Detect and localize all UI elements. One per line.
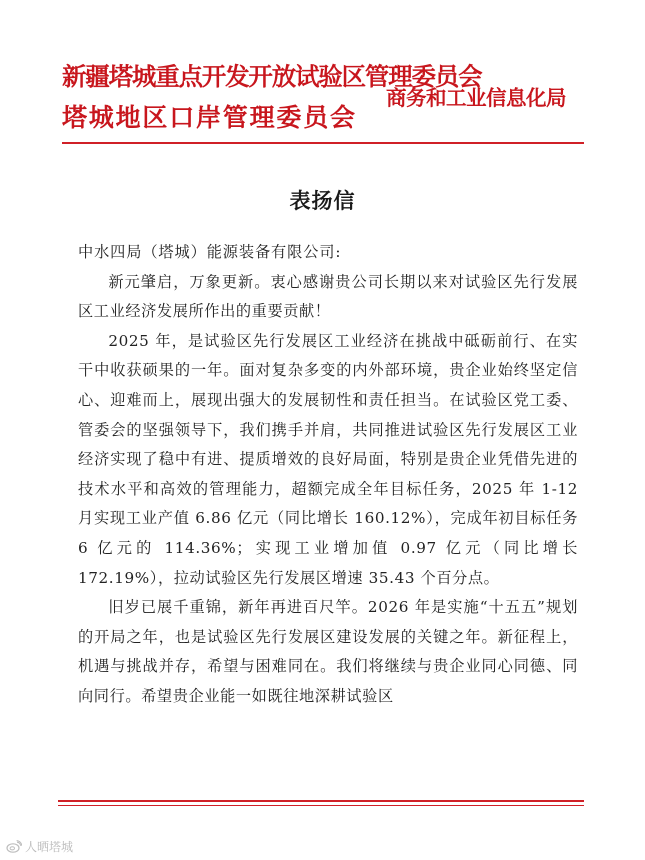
- letterhead: [62, 58, 592, 142]
- letter-body: [78, 238, 578, 712]
- footer-divider-thin: [58, 805, 584, 806]
- letterhead-divider: [62, 142, 584, 144]
- salutation: 中水四局（塔城）能源装备有限公司:: [78, 243, 342, 261]
- weibo-logo-icon: [6, 840, 22, 853]
- watermark: [6, 838, 73, 855]
- paragraph-1: 新元肇启，万象更新。衷心感谢贵公司长期以来对试验区先行发展区工业经济发展所作出的重要贡献！: [78, 272, 578, 321]
- footer-divider-thick: [58, 800, 584, 802]
- paragraph-3: 旧岁已展千重锦，新年再进百尺竿。2026 年是实施“十五五”规划的开局之年，也是试验区先行发展区建设发展的关键之年。新征程上，机遇与挑战并存，希望与困难同在。我们将继续与贵企业同心同德、同向同行。希望贵企业能一如既往地深耕试验区: [78, 598, 578, 705]
- document-title: 表扬信: [289, 188, 356, 213]
- watermark-text: 人晒塔城: [25, 840, 74, 854]
- letterhead-org-line-2: 塔城地区口岸管理委员会: [62, 103, 357, 132]
- paragraph-2: 2025 年，是试验区先行发展区工业经济在挑战中砥砺前行、在实干中收获硕果的一年。面对复杂多变的内外部环境，贵企业始终坚定信心、迎难而上，展现出强大的发展韧性和责任担当。在试验区党工委、管委会的坚强领导下，我们携手并肩，共同推进试验区先行发展区工业经济实现了稳中有进、提质增效的良好局面，特别是贵企业凭借先进的技术水平和高效的管理能力，超额完成全年目标任务，2025 年 1-12 月实现工业产值 6.86 亿元（同比增长 160.12%），完成年初目标任务 6 亿元的 114.36%；实现工业增加值 0.97 亿元（同比增长 172.19%），拉动试验区先行发展区增速 35.43 个百分点。: [78, 331, 578, 587]
- letterhead-org-line-1: 新疆塔城重点开发开放试验区管理委员会: [62, 62, 482, 91]
- letterhead-bureau: 商务和工业信息化局: [386, 86, 566, 110]
